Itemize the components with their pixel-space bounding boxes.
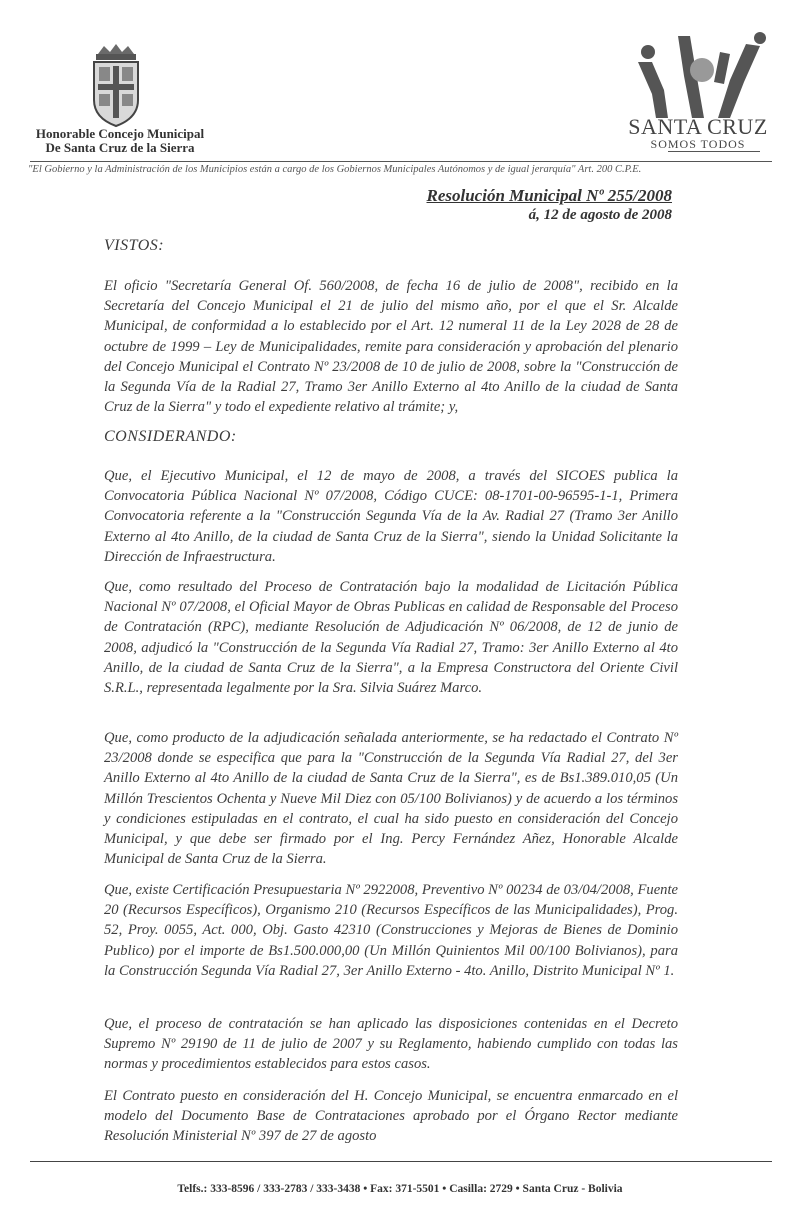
section-heading-vistos: VISTOS: — [104, 237, 165, 254]
footer-contact: Telfs.: 333-8596 / 333-2783 / 333-3438 • Fax: 371-5501 • Casilla: 2729 • Santa Cruz - Bolivia — [177, 1183, 623, 1195]
logo-underline — [668, 151, 760, 152]
logo-title: SANTA CRUZ — [628, 114, 768, 139]
paragraph-considerando-5: Que, el proceso de contratación se han aplicado las disposiciones contenidas en el Decreto Supremo Nº 29190 de 11 de julio de 2007 y su Reglamento, habiendo cumplido con todas las normas y procedimientos establecidos para estos casos. — [104, 1016, 678, 1073]
paragraph-vistos: El oficio "Secretaría General Of. 560/2008, de fecha 16 de julio de 2008", recibido en la Secretaría del Concejo Municipal el 21 de julio del mismo año, por el que el Sr. Alcalde Municipal, de conformidad a lo establecido por el Art. 12 numeral 11 de la Ley 2028 de 28 de octubre de 1999 – Ley de Municipalidades, remite para consideración y aprobación del plenario del Concejo Municipal el Contrato Nº 23/2008 de 10 de julio de 2008, sobre la "Construcción de la Segunda Vía de la Radial 27, Tramo 3er Anillo Externo al 4to Anillo de la ciudad de Santa Cruz de la Sierra" y todo el expediente relativo al trámite; y, — [104, 278, 678, 416]
council-name — [20, 127, 220, 155]
santa-cruz-logo-icon — [634, 32, 774, 118]
paragraph-considerando-2: Que, como resultado del Proceso de Contratación bajo la modalidad de Licitación Pública Nacional Nº 07/2008, el Oficial Mayor de Obras Publicas en calidad de Responsable del Proceso de Contratación (RPC), mediante Resolución de Adjudicación Nº 06/2008, de 12 de junio de 2008, adjudicó la "Construcción de la Segunda Vía Radial 27, Tramo: 3er Anillo Externo al 4to Anillo, de la ciudad de Santa Cruz de la Sierra", a la Empresa Constructora del Oriente Civil S.R.L., representada legalmente por la Sra. Silvia Suárez Marco. — [104, 579, 678, 697]
resolution-title: Resolución Municipal Nº 255/2008 — [426, 186, 672, 205]
logo-subtitle: SOMOS TODOS — [650, 137, 746, 151]
footer-divider — [30, 1161, 772, 1162]
council-name-line2: De Santa Cruz de la Sierra — [45, 140, 195, 155]
paragraph-considerando-3: Que, como producto de la adjudicación señalada anteriormente, se ha redactado el Contrato Nº 23/2008 donde se especifica que para la "Construcción de la Segunda Vía Radial 27, del 3er Anillo Externo al 4to Anillo de la ciudad de Santa Cruz de la Sierra", es de Bs1.389.010,05 (Un Millón Trescientos Ochenta y Nueve Mil Diez con 05/100 Bolivianos) y de acuerdo a los términos y condiciones estipuladas en el contrato, el cual ha sido puesto en consideración del Concejo Municipal, y que debe ser firmado por el Ing. Percy Fernández Añez, Honorable Alcalde Municipal de Santa Cruz de la Sierra. — [104, 730, 678, 868]
coat-of-arms-icon — [86, 42, 146, 128]
paragraph-considerando-4: Que, existe Certificación Presupuestaria Nº 2922008, Preventivo Nº 00234 de 03/04/2008, Fuente 20 (Recursos Específicos), Organismo 210 (Recursos Específicos de las Municipalidades), Prog. 52, Proy. 0055, Act. 000, Obj. Gasto 42310 (Construcciones y Mejoras de Bienes de Dominio Publico) por el importe de Bs1.500.000,00 (Un Millón Quinientos Mil 00/100 Bolivianos), para la Construcción Segunda Vía Radial 27, 3er Anillo Externo - 4to. Anillo, Distrito Municipal Nº 1. — [104, 882, 678, 979]
section-heading-considerando: CONSIDERANDO: — [104, 428, 237, 445]
resolution-date: á, 12 de agosto de 2008 — [528, 207, 672, 223]
paragraph-considerando-6: El Contrato puesto en consideración del H. Concejo Municipal, se encuentra enmarcado en el modelo del Documento Base de Contrataciones aprobado por el Órgano Rector mediante Resolución Ministerial Nº 397 de 27 de agosto — [104, 1088, 678, 1145]
constitutional-motto: "El Gobierno y la Administración de los Municipios están a cargo de los Gobiernos Municipales Autónomos y de igual jerarquía" Art. 200 C.P.E. — [28, 164, 642, 175]
council-name-line1: Honorable Concejo Municipal — [35, 126, 205, 141]
paragraph-considerando-1: Que, el Ejecutivo Municipal, el 12 de mayo de 2008, a través del SICOES publica la Convocatoria Pública Nacional Nº 07/2008, Código CUCE: 08-1701-00-96595-1-1, Primera Convocatoria referente a la "Construcción Segunda Vía de la Av. Radial 27 (Tramo 3er Anillo Externo al 4to Anillo, de la ciudad de Santa Cruz de la Sierra", siendo la Unidad Solicitante la Dirección de Infraestructura. — [104, 468, 678, 565]
header-divider — [30, 161, 772, 162]
